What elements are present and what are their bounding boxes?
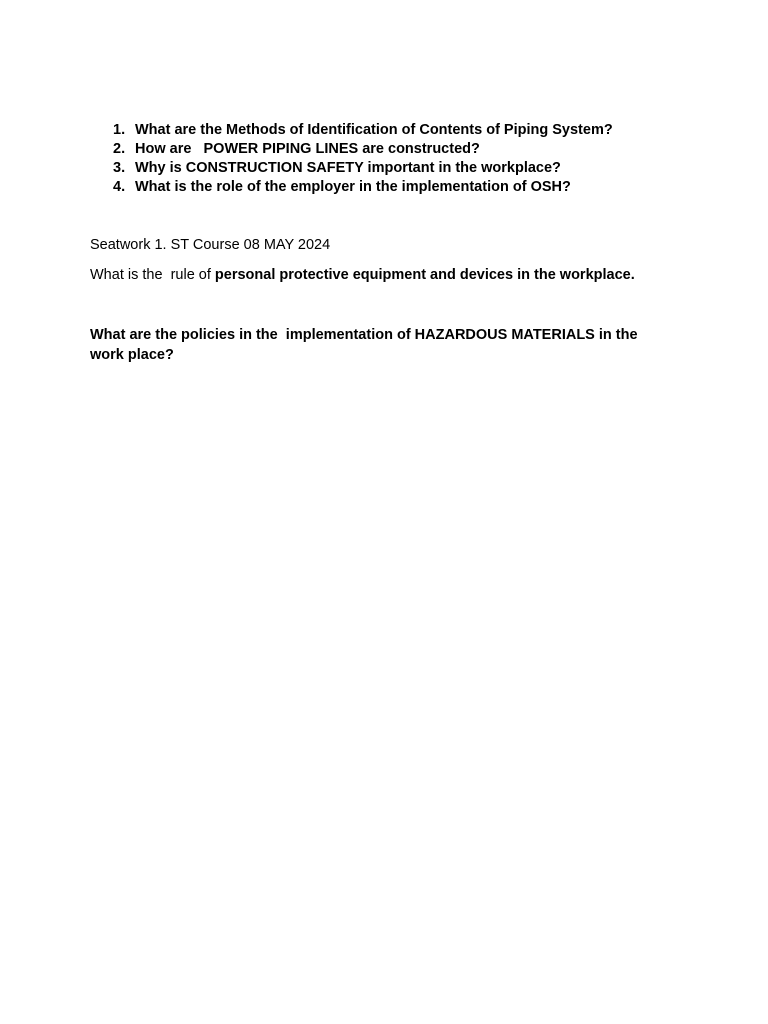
policies-line-1: What are the policies in the implementation of HAZARDOUS MATERIALS in the xyxy=(90,327,638,343)
question-item xyxy=(108,159,613,178)
question-text: Why is CONSTRUCTION SAFETY important in the workplace? xyxy=(135,160,561,176)
seatwork-heading: Seatwork 1. ST Course 08 MAY 2024 xyxy=(90,237,331,253)
ppe-rule-prefix: What is the rule of xyxy=(90,267,215,283)
question-item xyxy=(108,178,613,197)
question-number: 2. xyxy=(113,141,126,157)
question-text: What are the Methods of Identification of Contents of Piping System? xyxy=(135,122,613,138)
question-number: 3. xyxy=(113,160,126,176)
question-text: What is the role of the employer in the implementation of OSH? xyxy=(135,179,571,195)
policies-line-2: work place? xyxy=(90,347,174,363)
question-list xyxy=(108,121,613,197)
question-item xyxy=(108,140,613,159)
question-item xyxy=(108,121,613,140)
question-number: 4. xyxy=(113,179,126,195)
ppe-rule-bold-text: personal protective equipment and devices in the workplace. xyxy=(214,267,635,283)
hazardous-materials-question xyxy=(90,325,680,365)
question-number: 1. xyxy=(113,122,126,138)
ppe-rule-question xyxy=(90,266,635,285)
question-text: How are POWER PIPING LINES are constructed? xyxy=(135,141,480,157)
